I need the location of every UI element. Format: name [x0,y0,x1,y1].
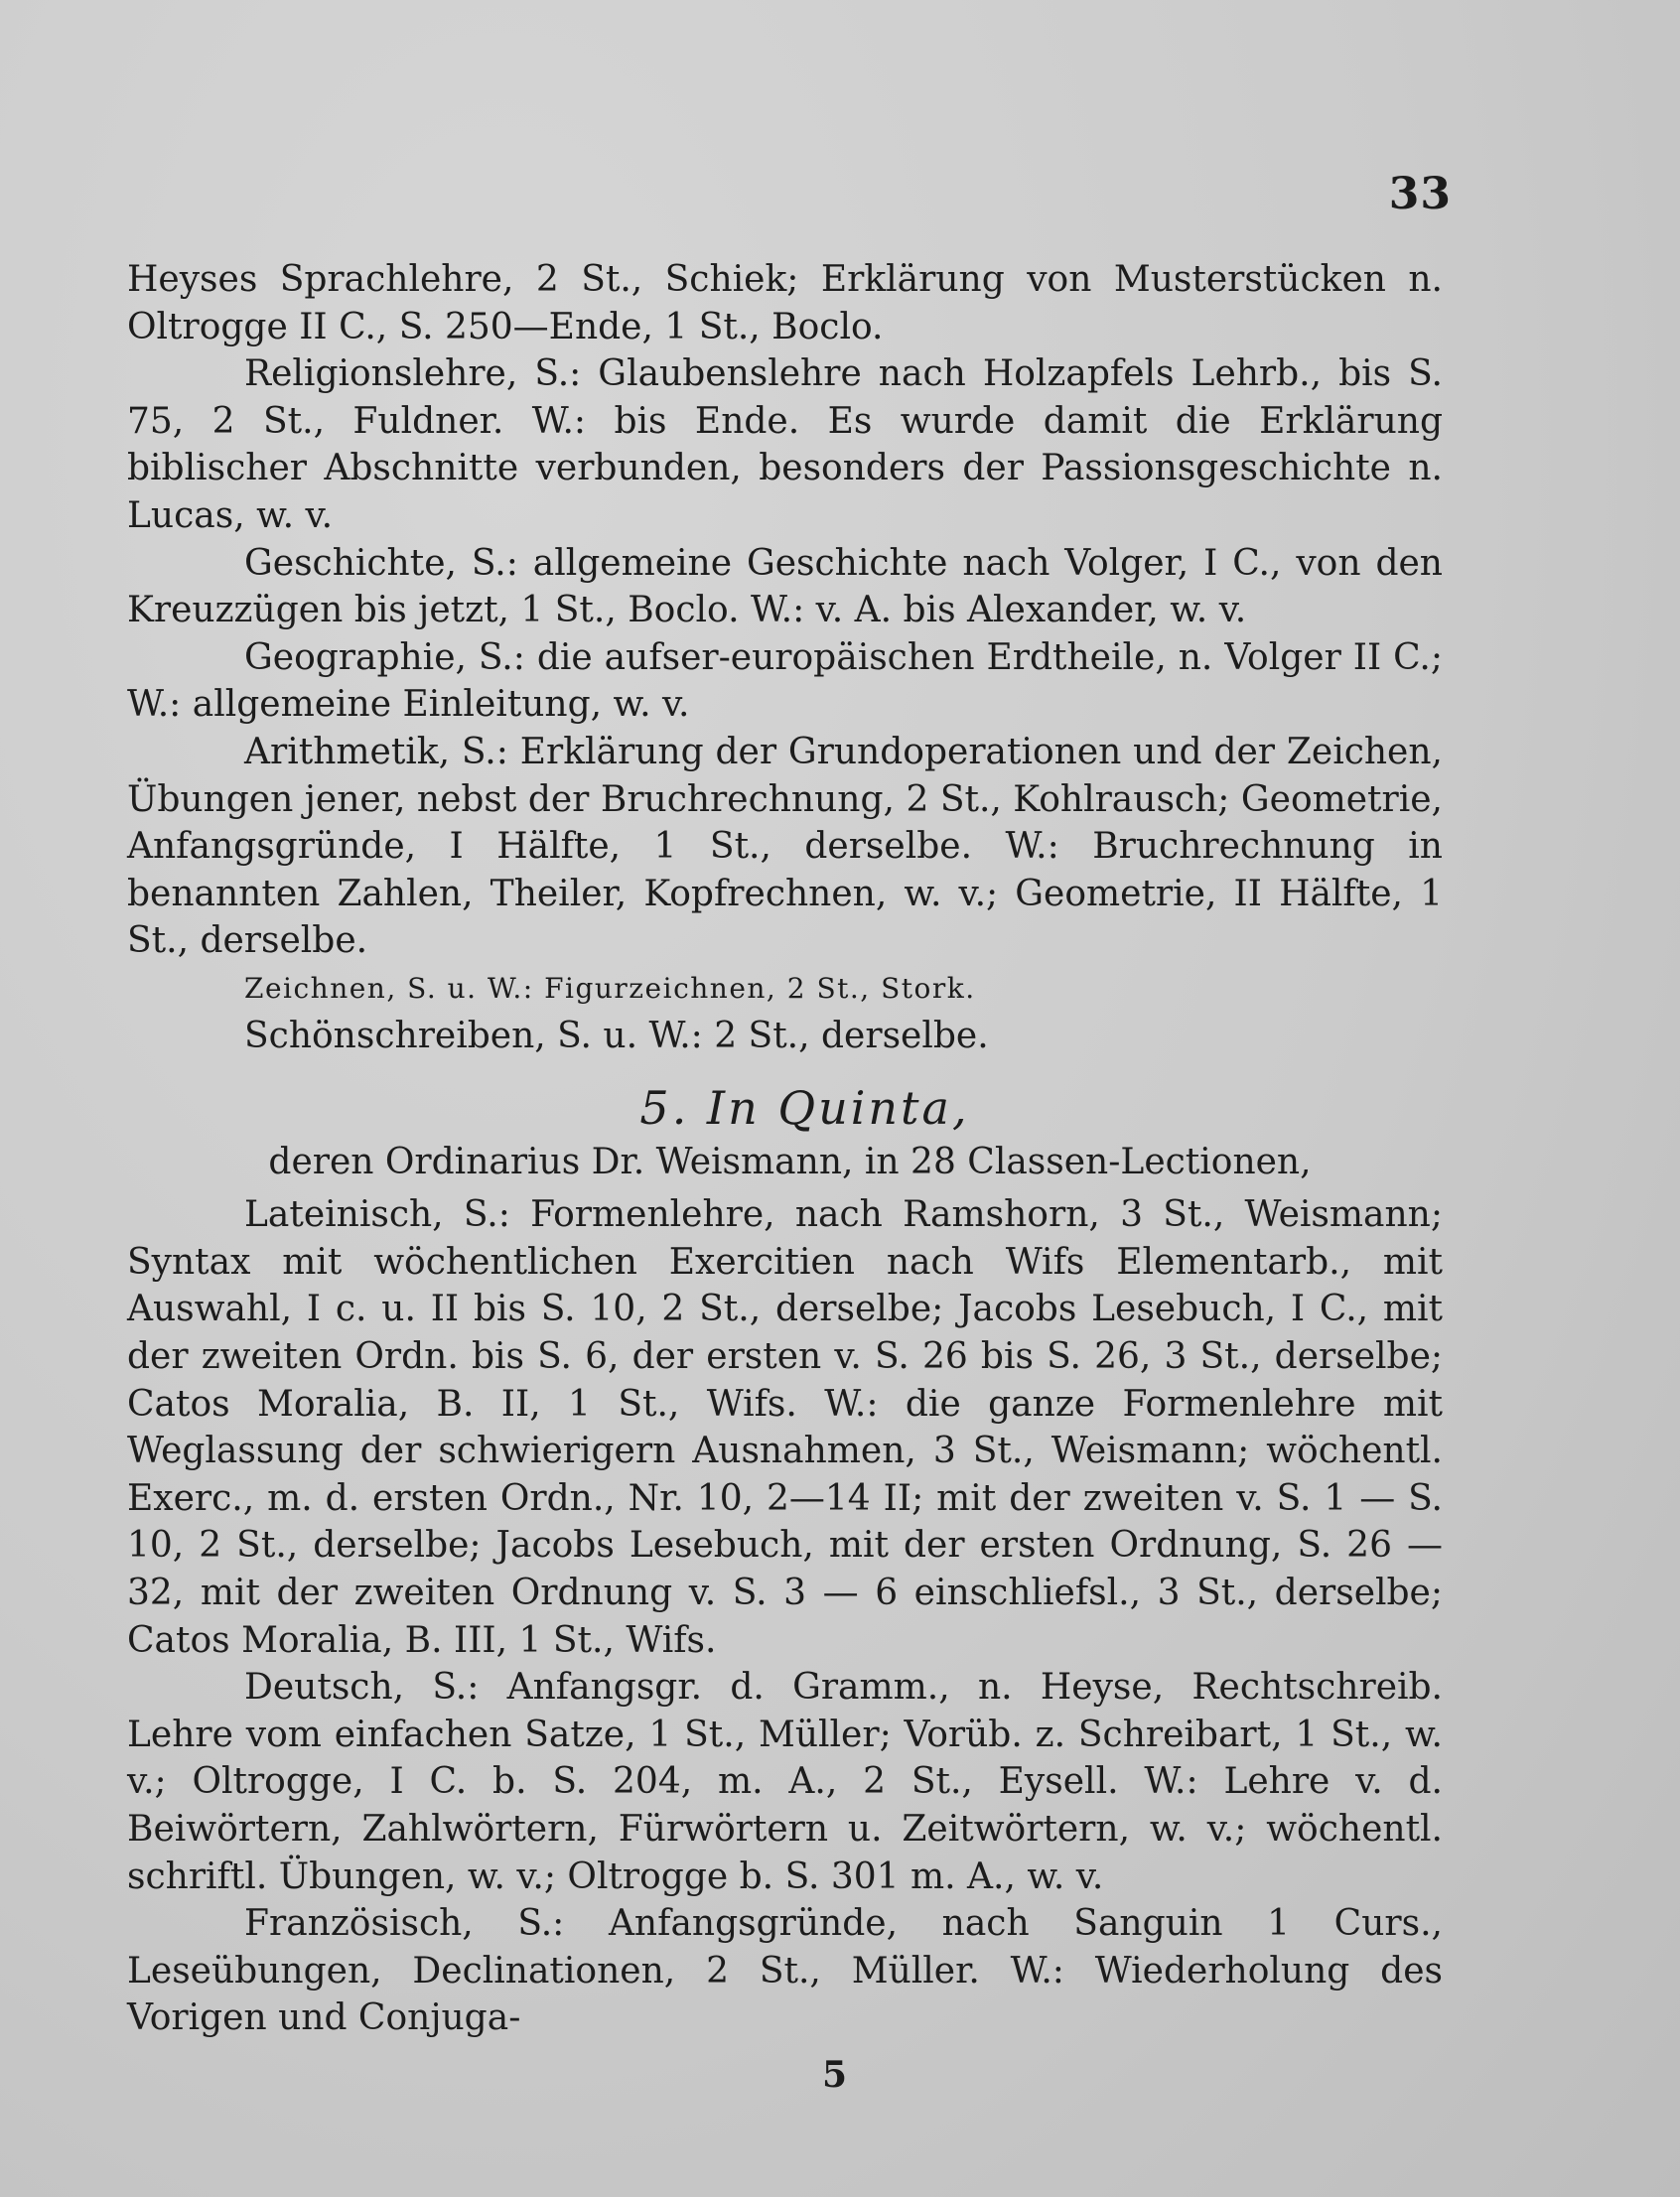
paragraph: Zeichnen, S. u. W.: Figurzeichnen, 2 St., Stork. [244,971,976,1005]
section-subheading: deren Ordinarius Dr. Weismann, in 28 Classen-Lectionen, [268,1141,1312,1182]
paragraph: Deutsch, S.: Anfangsgr. d. Gramm., n. Heyse, Rechtschreib. Lehre vom einfachen Satze, 1 St., Müller; Vorüb. z. Schreibart, 1 St., w. v.; Oltrogge, I C. b. S. 204, m. A., 2 St., Eysell. W.: Lehre v. d. Beiwörtern, Zahlwörtern, Fürwörtern u. Zeitwörtern, w. v.; wöchentl. schriftl. Übungen, w. v.; Oltrogge b. S. 301 m. A., w. v. [127,1667,1443,1897]
paragraph: Geschichte, S.: allgemeine Geschichte nach Volger, I C., von den Kreuzzügen bis jetzt, 1 St., Boclo. W.: v. A. bis Alexander, w. v. [127,542,1443,631]
paragraph: Schönschreiben, S. u. W.: 2 St., derselbe. [244,1015,989,1056]
page-number: 33 [1388,169,1452,219]
paragraphs-before-heading [127,256,1443,1059]
section-heading: 5. In Quinta, [639,1081,970,1136]
paragraph: Lateinisch, S.: Formenlehre, nach Ramshorn, 3 St., Weismann; Syntax mit wöchentlichen Exercitien nach Wifs Elementarb., mit Auswahl, I c. u. II bis S. 10, 2 St., derselbe; Jacobs Lesebuch, I C., mit der zweiten Ordn. bis S. 6, der ersten v. S. 26 bis S. 26, 3 St., derselbe; Catos Moralia, B. II, 1 St., Wifs. W.: die ganze Formenlehre mit Weglassung der schwierigern Ausnahmen, 3 St., Weismann; wöchentl. Exerc., m. d. ersten Ordn., Nr. 10, 2—14 II; mit der zweiten v. S. 1 — S. 10, 2 St., derselbe; Jacobs Lesebuch, mit der ersten Ordnung, S. 26 — 32, mit der zweiten Ordnung v. S. 3 — 6 einschliefsl., 3 St., derselbe; Catos Moralia, B. III, 1 St., Wifs. [127,1194,1443,1661]
signature-mark: 5 [821,2053,848,2096]
paragraph: Französisch, S.: Anfangsgründe, nach Sanguin 1 Curs., Leseübungen, Declinationen, 2 St., Müller. W.: Wiederholung des Vorigen und Conjuga- [127,1903,1443,2039]
paragraph: Arithmetik, S.: Erklärung der Grundoperationen und der Zeichen, Übungen jener, nebst der Bruchrechnung, 2 St., Kohlrausch; Geometrie, Anfangsgründe, I Hälfte, 1 St., derselbe. W.: Bruchrechnung in benannten Zahlen, Theiler, Kopfrechnen, w. v.; Geometrie, II Hälfte, 1 St., derselbe. [127,731,1443,962]
page-body [127,256,1443,2100]
paragraphs-after-heading [127,1191,1443,2042]
paragraph: Heyses Sprachlehre, 2 St., Schiek; Erklärung von Musterstücken n. Oltrogge II C., S. 250—Ende, 1 St., Boclo. [127,259,1443,347]
paragraph: Geographie, S.: die aufser-europäischen Erdtheile, n. Volger II C.; W.: allgemeine Einleitung, w. v. [127,636,1443,726]
paragraph: Religionslehre, S.: Glaubenslehre nach Holzapfels Lehrb., bis S. 75, 2 St., Fuldner. W.: bis Ende. Es wurde damit die Erklärung biblischer Abschnitte verbunden, besonders der Passionsgeschichte n. Lucas, w. v. [127,353,1443,536]
